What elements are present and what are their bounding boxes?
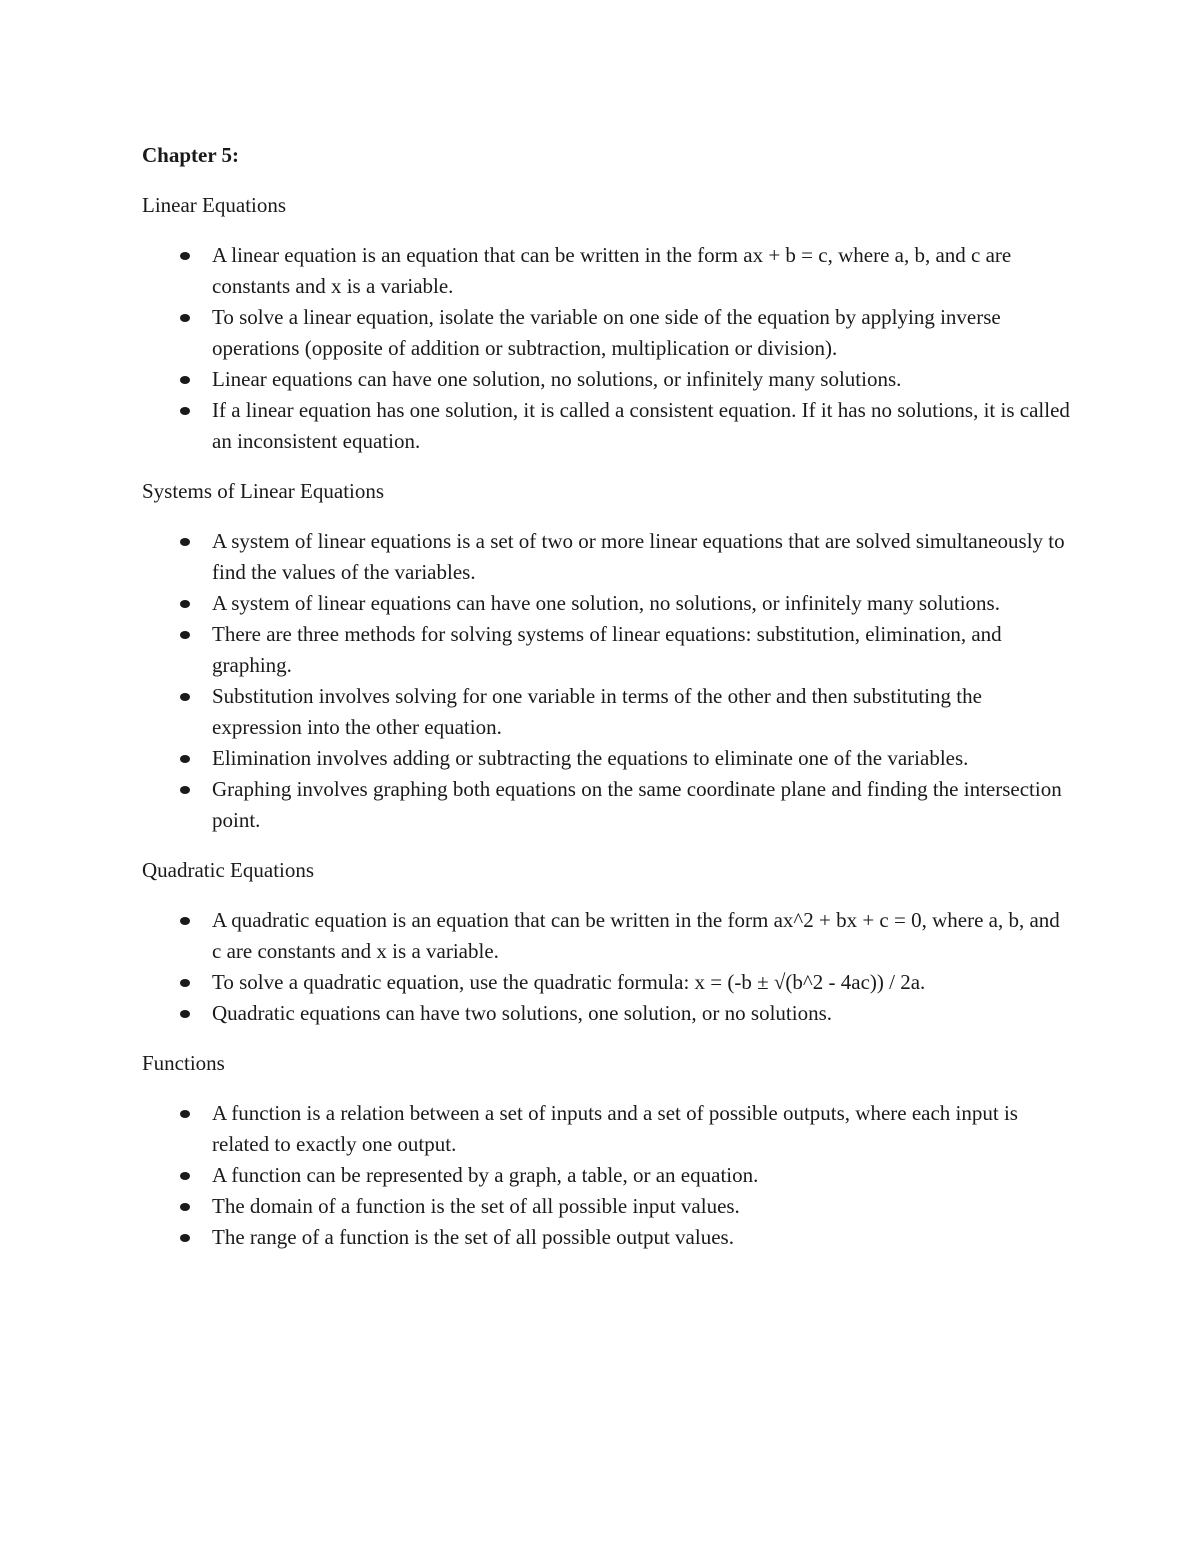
bullet-list-linear-equations <box>142 240 1072 457</box>
list-item <box>142 1191 1072 1222</box>
list-item <box>142 588 1072 619</box>
list-item <box>142 905 1072 967</box>
list-item <box>142 395 1072 457</box>
list-item-text: To solve a quadratic equation, use the quadratic formula: x = (-b ± √(b^2 - 4ac)) / 2a. <box>212 970 926 994</box>
list-item <box>142 967 1072 998</box>
list-item-text: Graphing involves graphing both equations on the same coordinate plane and finding the intersection point. <box>212 777 1062 832</box>
list-item <box>142 681 1072 743</box>
list-item <box>142 1098 1072 1160</box>
list-item-text: A function is a relation between a set of inputs and a set of possible outputs, where each input is related to exactly one output. <box>212 1101 1018 1156</box>
list-item-text: Substitution involves solving for one variable in terms of the other and then substituting the expression into the other equation. <box>212 684 982 739</box>
bullet-icon <box>180 1010 190 1018</box>
list-item <box>142 302 1072 364</box>
bullet-icon <box>180 314 190 322</box>
bullet-list-functions <box>142 1098 1072 1253</box>
list-item <box>142 240 1072 302</box>
list-item-text: To solve a linear equation, isolate the variable on one side of the equation by applying inverse operations (opposite of addition or subtraction, multiplication or division). <box>212 305 1001 360</box>
bullet-icon <box>180 1110 190 1118</box>
list-item <box>142 998 1072 1029</box>
list-item <box>142 1160 1072 1191</box>
list-item <box>142 1222 1072 1253</box>
bullet-icon <box>180 600 190 608</box>
list-item-text: A quadratic equation is an equation that can be written in the form ax^2 + bx + c = 0, where a, b, and c are constants and x is a variable. <box>212 908 1060 963</box>
list-item-text: A system of linear equations can have one solution, no solutions, or infinitely many solutions. <box>212 591 1000 615</box>
section-heading-systems-of-linear-equations: Systems of Linear Equations <box>142 479 385 503</box>
bullet-icon <box>180 755 190 763</box>
bullet-icon <box>180 979 190 987</box>
list-item <box>142 364 1072 395</box>
list-item <box>142 774 1072 836</box>
list-item <box>142 743 1072 774</box>
list-item <box>142 619 1072 681</box>
bullet-icon <box>180 1234 190 1242</box>
list-item-text: Elimination involves adding or subtracting the equations to eliminate one of the variables. <box>212 746 969 770</box>
list-item-text: Linear equations can have one solution, no solutions, or infinitely many solutions. <box>212 367 902 391</box>
section-heading-quadratic-equations: Quadratic Equations <box>142 858 315 882</box>
bullet-icon <box>180 1203 190 1211</box>
list-item <box>142 526 1072 588</box>
bullet-icon <box>180 631 190 639</box>
bullet-icon <box>180 917 190 925</box>
list-item-text: A system of linear equations is a set of two or more linear equations that are solved simultaneously to find the values of the variables. <box>212 529 1065 584</box>
bullet-list-quadratic-equations <box>142 905 1072 1029</box>
section-heading-functions: Functions <box>142 1051 225 1075</box>
bullet-icon <box>180 786 190 794</box>
bullet-icon <box>180 407 190 415</box>
list-item-text: If a linear equation has one solution, it is called a consistent equation. If it has no solutions, it is called an inconsistent equation. <box>212 398 1070 453</box>
list-item-text: A function can be represented by a graph, a table, or an equation. <box>212 1163 759 1187</box>
bullet-icon <box>180 252 190 260</box>
list-item-text: The domain of a function is the set of all possible input values. <box>212 1194 740 1218</box>
document-page <box>142 140 1072 1272</box>
list-item-text: Quadratic equations can have two solutions, one solution, or no solutions. <box>212 1001 832 1025</box>
chapter-title: Chapter 5: <box>142 143 240 167</box>
section-heading-linear-equations: Linear Equations <box>142 193 287 217</box>
bullet-icon <box>180 538 190 546</box>
list-item-text: The range of a function is the set of all possible output values. <box>212 1225 734 1249</box>
bullet-icon <box>180 1172 190 1180</box>
bullet-icon <box>180 693 190 701</box>
bullet-icon <box>180 376 190 384</box>
list-item-text: A linear equation is an equation that can be written in the form ax + b = c, where a, b, and c are constants and x is a variable. <box>212 243 1012 298</box>
list-item-text: There are three methods for solving systems of linear equations: substitution, elimination, and graphing. <box>212 622 1002 677</box>
bullet-list-systems-of-linear-equations <box>142 526 1072 836</box>
